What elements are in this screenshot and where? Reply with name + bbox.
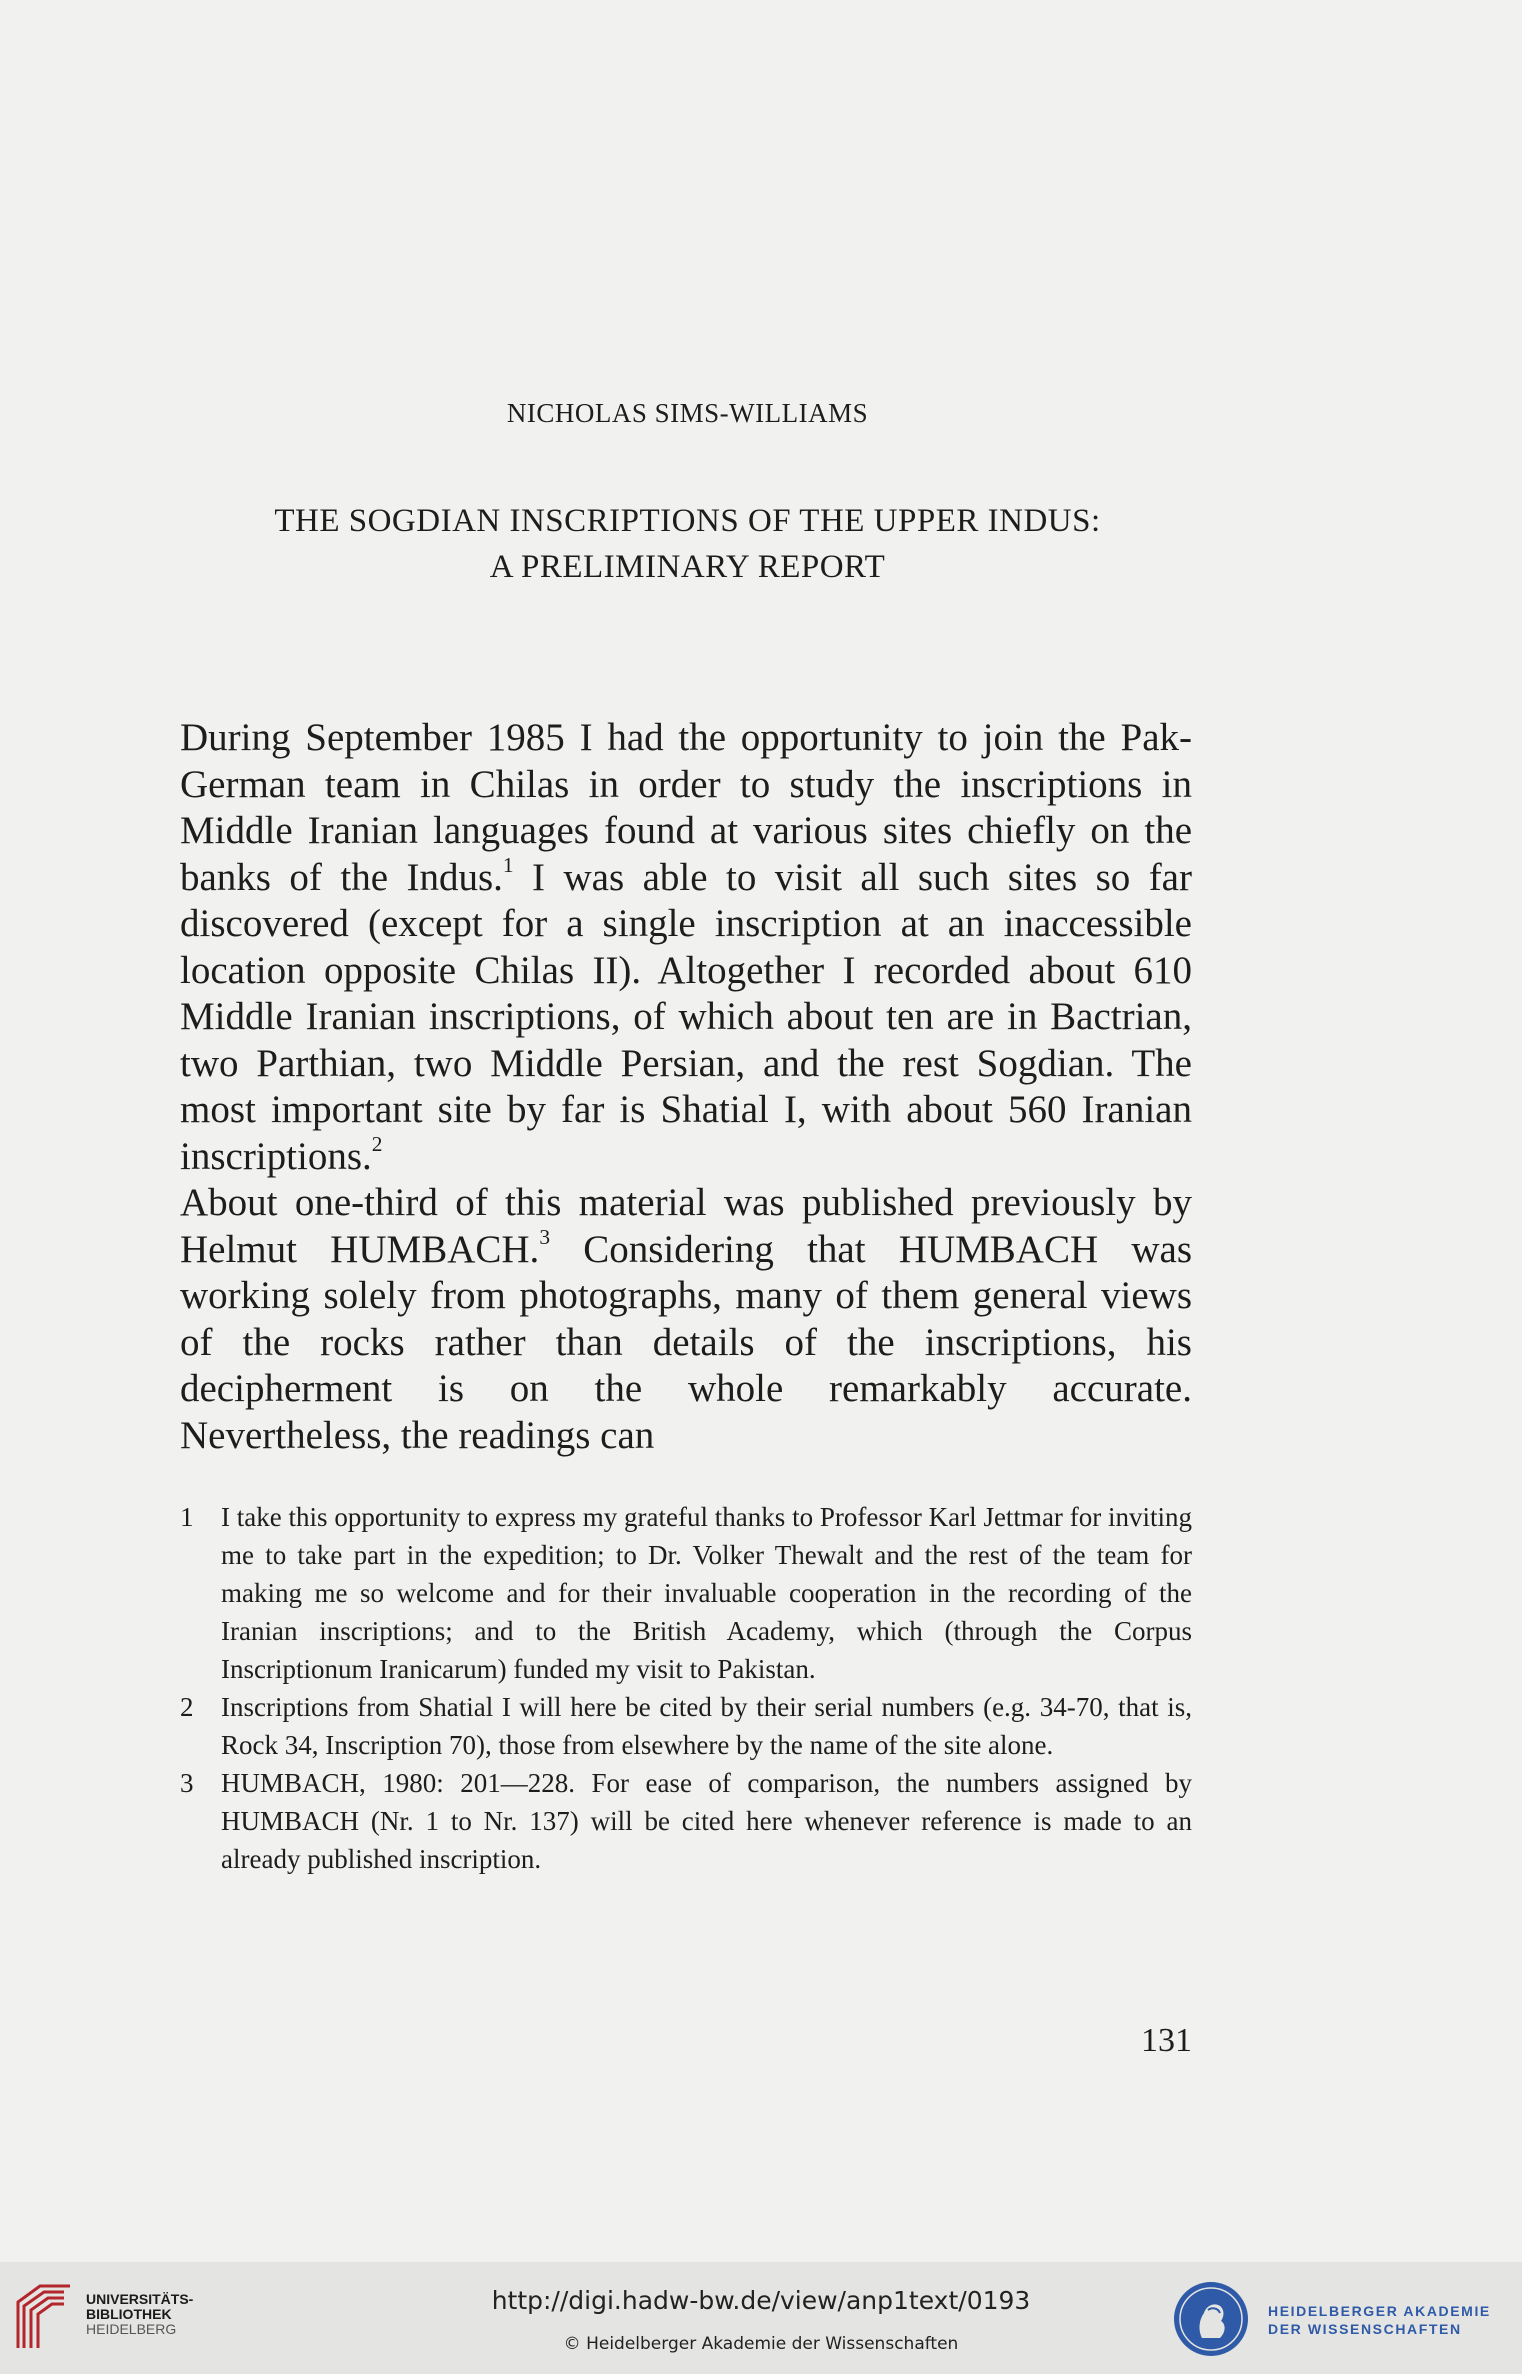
footnote-number: 1 [180,1502,194,1532]
copyright-notice: © Heidelberger Akademie der Wissenschaften [563,2334,959,2354]
title-line-2: A PRELIMINARY REPORT [489,549,886,585]
footnote-text: HUMBACH, 1980: 201—228. For ease of comparison, the numbers assigned by HUMBACH (Nr. 1 to Nr. 137) will be cited here whenever reference is made to an already published inscription. [221,1768,1192,1874]
viewer-footer [0,2262,1522,2374]
footnote-ref-2[interactable]: 2 [371,1131,383,1156]
page-number: 131 [1141,2022,1192,2059]
article-title [0,498,1375,590]
library-name-line-3: HEIDELBERG [86,2321,177,2337]
footnote-number: 2 [180,1692,194,1722]
footnote [180,1688,1192,1764]
footnote-number: 3 [180,1768,194,1798]
footnote-text: Inscriptions from Shatial I will here be cited by their serial numbers (e.g. 34-70, that is, Rock 34, Inscription 70), those from elsewhere by the name of the site alone. [221,1692,1192,1760]
hadw-seal-icon[interactable] [1172,2280,1250,2358]
paragraph-1-part-b: I was able to visit all such sites so far discovered (except for a single inscription at an inaccessible location opposite Chilas II). Altogether I recorded about 610 Middle Iranian inscriptions, of which about ten are in Bactrian, two Parthian, two Middle Persian, and the rest Sogdian. The most important site by far is Shatial I, with about 560 Iranian inscriptions. [180,855,1192,1178]
paragraph-2 [180,1180,1192,1459]
footnote-ref-1[interactable]: 1 [502,852,514,877]
paragraph-1-part-a: During September 1985 I had the opportunity to join the Pak-German team in Chilas in order to study the inscriptions in Middle Iranian languages found at various sites chiefly on the banks of the Indus. [180,716,1192,899]
title-line-1: THE SOGDIAN INSCRIPTIONS OF THE UPPER INDUS: [274,503,1101,539]
body-text [180,715,1192,1459]
footnote [180,1764,1192,1878]
footnotes [180,1498,1192,1878]
academy-name-line-2: DER WISSENSCHAFTEN [1268,2321,1462,2337]
library-name-line-1: UNIVERSITÄTS- [86,2291,194,2307]
paragraph-1 [180,715,1192,1180]
permalink-url[interactable]: http://digi.hadw-bw.de/view/anp1text/0193 [491,2286,1031,2315]
footnote-text: I take this opportunity to express my grateful thanks to Professor Karl Jettmar for inviting me to take part in the expedition; to Dr. Volker Thewalt and the rest of the team for making me so welcome and for their invaluable cooperation in the recording of the Iranian inscriptions; and to the British Academy, which (through the Corpus Inscriptionum Iranicarum) funded my visit to Pakistan. [221,1502,1192,1684]
footnote [180,1498,1192,1688]
library-name-line-2: BIBLIOTHEK [86,2306,172,2322]
paragraph-2-part-a: About one-third of this material was published previously by Helmut HUMBACH. [180,1181,1192,1271]
academy-name[interactable] [1268,2302,1491,2338]
footnote-ref-3[interactable]: 3 [539,1224,551,1249]
paragraph-2-part-b: Considering that HUMBACH was working solely from photographs, many of them general views of the rocks rather than details of the inscriptions, his decipherment is on the whole remarkably accurate. Nevertheless, the readings can [180,1227,1193,1457]
author-name: NICHOLAS SIMS-WILLIAMS [506,398,869,428]
academy-name-line-1: HEIDELBERGER AKADEMIE [1268,2303,1491,2319]
